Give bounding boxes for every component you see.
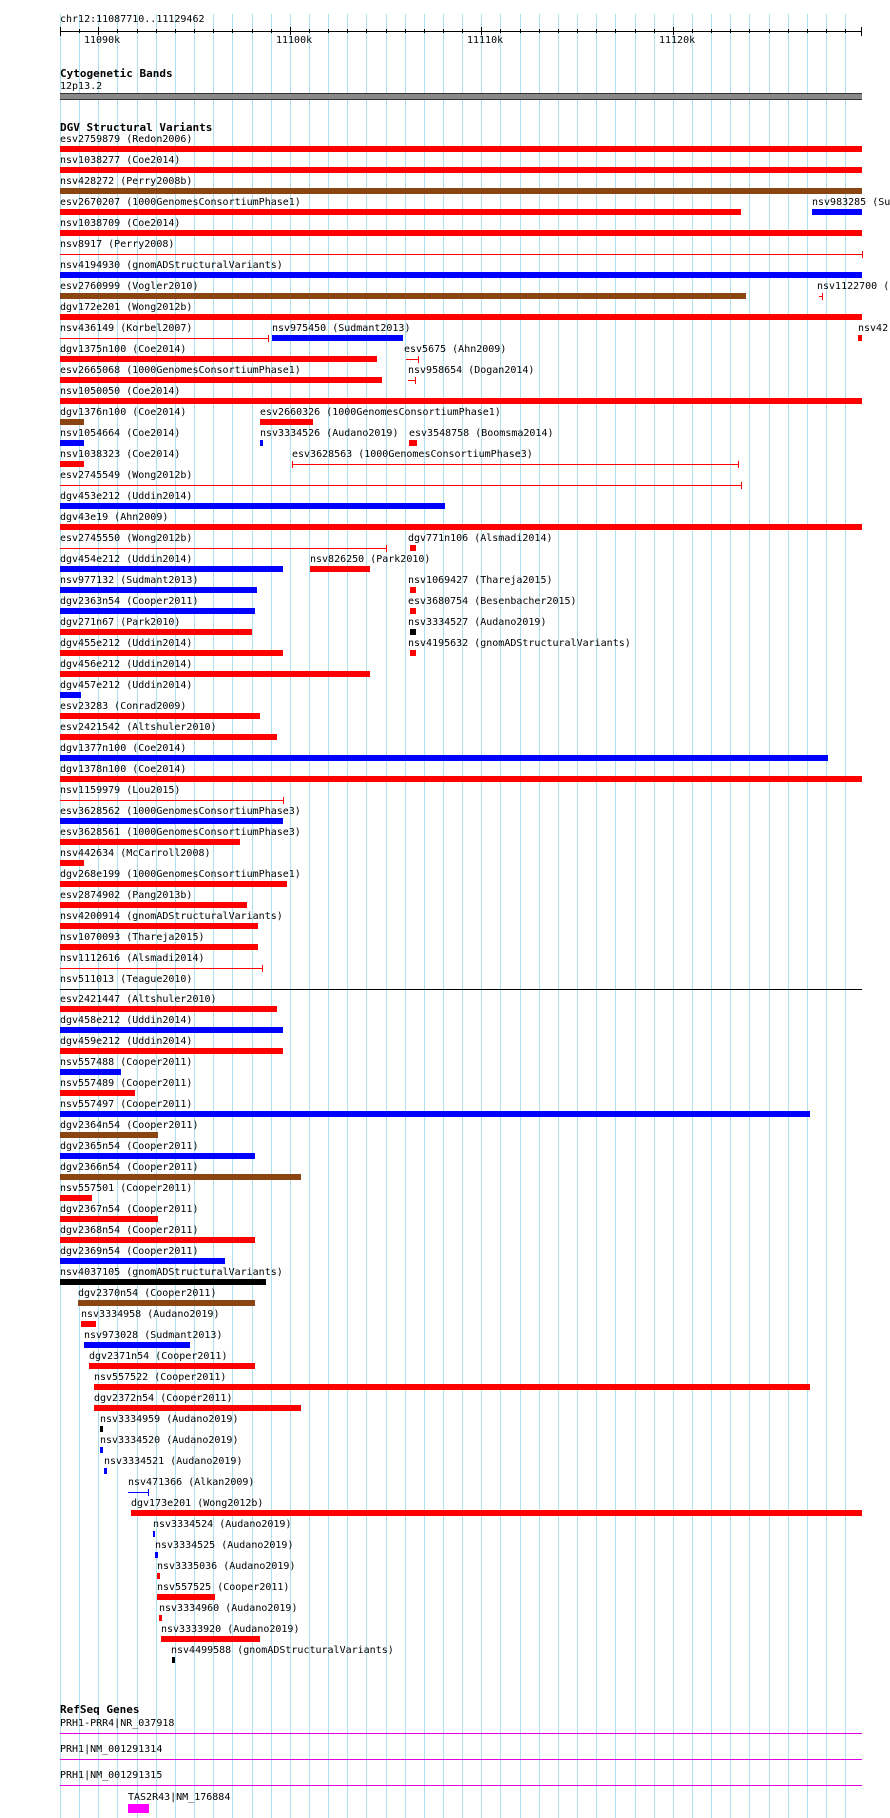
dgv-variant-label: nsv4499588 (gnomADStructuralVariants) (171, 1645, 394, 1656)
ruler-axis (60, 31, 862, 32)
dgv-variant-bar[interactable] (157, 1573, 160, 1579)
dgv-variant-bar[interactable] (60, 566, 283, 572)
grid-line (654, 14, 655, 1818)
ruler-tick (328, 29, 329, 33)
dgv-variant-end-cap (741, 482, 742, 489)
dgv-variant-bar[interactable] (60, 230, 862, 236)
dgv-variant-end-cap (822, 293, 823, 300)
dgv-variant-label: nsv557488 (Cooper2011) (60, 1057, 193, 1068)
dgv-variant-label: dgv453e212 (Uddin2014) (60, 491, 193, 502)
dgv-variant-label: nsv3334526 (Audano2019) (260, 428, 399, 439)
dgv-variant-end-cap (148, 1489, 149, 1496)
dgv-variant-bar[interactable] (272, 335, 403, 341)
dgv-variant-end-cap (386, 545, 387, 552)
grid-line (807, 14, 808, 1818)
grid-line (462, 14, 463, 1818)
dgv-variant-label: esv2759879 (Redon2006) (60, 134, 193, 145)
ruler-tick (826, 29, 827, 33)
ruler-tick (788, 29, 789, 33)
dgv-variant-label: dgv2370n54 (Cooper2011) (78, 1288, 217, 1299)
dgv-variant-bar[interactable] (60, 1195, 92, 1201)
dgv-variant-bar[interactable] (60, 881, 287, 887)
ruler-tick (481, 27, 482, 35)
dgv-variant-label: esv5675 (Ahn2009) (404, 344, 507, 355)
grid-line (328, 14, 329, 1818)
ruler-tick (673, 27, 674, 35)
dgv-variant-bar[interactable] (60, 440, 84, 446)
grid-line (424, 14, 425, 1818)
dgv-variant-bar[interactable] (100, 1426, 103, 1432)
dgv-variant-label: dgv456e212 (Uddin2014) (60, 659, 193, 670)
dgv-variant-line[interactable] (408, 380, 415, 381)
dgv-variant-end-cap (418, 356, 419, 363)
dgv-variant-bar[interactable] (60, 713, 260, 719)
dgv-variant-label: nsv557522 (Cooper2011) (94, 1372, 227, 1383)
dgv-variant-label: nsv3334520 (Audano2019) (100, 1435, 239, 1446)
ruler-tick (443, 29, 444, 33)
ruler-tick (137, 29, 138, 33)
dgv-variant-label: dgv2371n54 (Cooper2011) (89, 1351, 228, 1362)
dgv-variant-end-cap (738, 461, 739, 468)
refseq-track-title: RefSeq Genes (60, 1703, 140, 1716)
grid-line (481, 14, 482, 1818)
dgv-variant-label: dgv2366n54 (Cooper2011) (60, 1162, 199, 1173)
dgv-variant-label: dgv271n67 (Park2010) (60, 617, 181, 628)
dgv-variant-bar[interactable] (153, 1531, 155, 1537)
ruler-tick (117, 29, 118, 33)
dgv-variant-label: nsv4037105 (gnomADStructuralVariants) (60, 1267, 283, 1278)
dgv-variant-bar[interactable] (60, 944, 258, 950)
dgv-variant-bar[interactable] (60, 734, 277, 740)
dgv-variant-label: dgv2364n54 (Cooper2011) (60, 1120, 199, 1131)
cytoband-label: 12p13.2 (60, 81, 103, 92)
dgv-variant-label: nsv557525 (Cooper2011) (157, 1582, 290, 1593)
dgv-variant-bar[interactable] (155, 1552, 158, 1558)
ruler-tick (615, 29, 616, 33)
dgv-variant-label: nsv4194930 (gnomADStructuralVariants) (60, 260, 283, 271)
dgv-variant-bar[interactable] (410, 608, 416, 614)
dgv-variant-bar[interactable] (60, 692, 81, 698)
dgv-variant-label: nsv442634 (McCarroll2008) (60, 848, 211, 859)
ruler-tick-label: 11100k (276, 35, 313, 46)
dgv-variant-bar[interactable] (81, 1321, 96, 1327)
dgv-variant-bar[interactable] (60, 524, 862, 530)
ruler-tick-label: 11110k (467, 35, 504, 46)
dgv-variant-label: nsv557489 (Cooper2011) (60, 1078, 193, 1089)
dgv-variant-bar[interactable] (60, 608, 255, 614)
dgv-variant-label: nsv3334524 (Audano2019) (153, 1519, 292, 1530)
grid-line (539, 14, 540, 1818)
dgv-variant-label: esv2760999 (Vogler2010) (60, 281, 199, 292)
dgv-variant-bar[interactable] (60, 923, 258, 929)
dgv-variant-label: nsv826250 (Park2010) (310, 554, 431, 565)
dgv-variant-label: esv23283 (Conrad2009) (60, 701, 187, 712)
grid-line (500, 14, 501, 1818)
dgv-variant-label: nsv1122700 ( (817, 281, 890, 292)
ruler-tick (366, 29, 367, 33)
dgv-variant-label: nsv1070093 (Thareja2015) (60, 932, 205, 943)
dgv-variant-bar[interactable] (60, 1090, 135, 1096)
dgv-variant-label: esv3628563 (1000GenomesConsortiumPhase3) (292, 449, 533, 460)
dgv-variant-line[interactable] (60, 800, 283, 801)
grid-line (596, 14, 597, 1818)
refseq-gene-line[interactable] (60, 1759, 862, 1760)
grid-line (443, 14, 444, 1818)
dgv-variant-bar[interactable] (60, 503, 445, 509)
dgv-variant-end-cap (283, 797, 284, 804)
dgv-variant-bar[interactable] (100, 1447, 103, 1453)
grid-line (386, 14, 387, 1818)
grid-line (788, 14, 789, 1818)
dgv-variant-label: nsv1038277 (Coe2014) (60, 155, 181, 166)
ruler-tick (175, 29, 176, 33)
dgv-variant-bar[interactable] (260, 419, 313, 425)
dgv-variant-label: dgv2369n54 (Cooper2011) (60, 1246, 199, 1257)
dgv-variant-label: nsv471366 (Alkan2009) (128, 1477, 255, 1488)
ruler-tick (596, 29, 597, 33)
dgv-variant-label: nsv1038709 (Coe2014) (60, 218, 181, 229)
dgv-variant-label: nsv42 (858, 323, 889, 334)
dgv-variant-label: nsv3334959 (Audano2019) (100, 1414, 239, 1425)
ruler-tick (424, 29, 425, 33)
ruler-tick-label: 11090k (84, 35, 121, 46)
ruler-right-arrow (861, 27, 862, 36)
dgv-variant-bar[interactable] (60, 314, 862, 320)
dgv-variant-label: dgv458e212 (Uddin2014) (60, 1015, 193, 1026)
dgv-variant-bar[interactable] (60, 629, 252, 635)
dgv-variant-label: dgv2372n54 (Cooper2011) (94, 1393, 233, 1404)
dgv-variant-label: nsv1038323 (Coe2014) (60, 449, 181, 460)
dgv-variant-line[interactable] (60, 548, 386, 549)
dgv-variant-line[interactable] (60, 338, 268, 339)
ruler-tick (807, 29, 808, 33)
dgv-variant-label: dgv2368n54 (Cooper2011) (60, 1225, 199, 1236)
dgv-variant-label: esv2660326 (1000GenomesConsortiumPhase1) (260, 407, 501, 418)
dgv-variant-bar[interactable] (131, 1510, 862, 1516)
dgv-variant-bar[interactable] (60, 209, 741, 215)
dgv-variant-bar[interactable] (60, 461, 84, 467)
dgv-variant-label: nsv1069427 (Thareja2015) (408, 575, 553, 586)
dgv-variant-label: dgv2367n54 (Cooper2011) (60, 1204, 199, 1215)
grid-line (520, 14, 521, 1818)
dgv-variant-bar[interactable] (60, 167, 862, 173)
dgv-variant-bar[interactable] (161, 1636, 260, 1642)
dgv-variant-label: dgv1377n100 (Coe2014) (60, 743, 187, 754)
dgv-variant-bar[interactable] (60, 188, 862, 194)
dgv-variant-bar[interactable] (60, 377, 382, 383)
dgv-variant-bar[interactable] (60, 1279, 266, 1285)
dgv-variant-label: nsv557497 (Cooper2011) (60, 1099, 193, 1110)
dgv-variant-line[interactable] (60, 968, 262, 969)
dgv-variant-label: esv3628562 (1000GenomesConsortiumPhase3) (60, 806, 301, 817)
dgv-variant-bar[interactable] (60, 1132, 158, 1138)
dgv-variant-bar[interactable] (60, 1174, 301, 1180)
dgv-variant-label: nsv975450 (Sudmant2013) (272, 323, 411, 334)
position-label: chr12:11087710..11129462 (60, 14, 205, 25)
ruler-tick (769, 29, 770, 33)
dgv-variant-bar[interactable] (84, 1342, 190, 1348)
dgv-track-title: DGV Structural Variants (60, 121, 213, 134)
dgv-variant-label: nsv428272 (Perry2008b) (60, 176, 193, 187)
dgv-variant-bar[interactable] (410, 650, 416, 656)
dgv-variant-label: dgv173e201 (Wong2012b) (131, 1498, 264, 1509)
dgv-variant-label: dgv457e212 (Uddin2014) (60, 680, 193, 691)
dgv-variant-bar[interactable] (89, 1363, 255, 1369)
ruler-tick (79, 29, 80, 33)
ruler-tick (271, 29, 272, 33)
ruler-tick (558, 29, 559, 33)
dgv-variant-bar[interactable] (410, 587, 416, 593)
refseq-gene-label: PRH1|NM_001291314 (60, 1744, 163, 1755)
dgv-variant-label: nsv1159979 (Lou2015) (60, 785, 181, 796)
dgv-variant-bar[interactable] (60, 1216, 158, 1222)
dgv-variant-bar[interactable] (60, 839, 240, 845)
dgv-variant-end-cap (268, 335, 269, 342)
dgv-variant-label: dgv455e212 (Uddin2014) (60, 638, 193, 649)
dgv-variant-label: dgv1375n100 (Coe2014) (60, 344, 187, 355)
ruler-tick-label: 11120k (659, 35, 696, 46)
dgv-variant-label: dgv771n106 (Alsmadi2014) (408, 533, 553, 544)
dgv-variant-bar[interactable] (260, 440, 263, 446)
dgv-variant-bar[interactable] (410, 545, 416, 551)
dgv-variant-label: nsv3333920 (Audano2019) (161, 1624, 300, 1635)
refseq-gene-line[interactable] (60, 1733, 862, 1734)
ruler-tick (98, 27, 99, 35)
dgv-variant-bar[interactable] (60, 587, 257, 593)
dgv-variant-label: esv2665068 (1000GenomesConsortiumPhase1) (60, 365, 301, 376)
dgv-variant-label: esv3548758 (Boomsma2014) (409, 428, 554, 439)
dgv-variant-bar[interactable] (60, 755, 828, 761)
dgv-variant-bar[interactable] (60, 272, 862, 278)
dgv-variant-label: dgv2363n54 (Cooper2011) (60, 596, 199, 607)
ruler-tick (539, 29, 540, 33)
dgv-variant-label: nsv3334521 (Audano2019) (104, 1456, 243, 1467)
cytoband-track-title: Cytogenetic Bands (60, 67, 173, 80)
dgv-variant-bar[interactable] (60, 1111, 810, 1117)
grid-line (769, 14, 770, 1818)
dgv-variant-label: dgv1378n100 (Coe2014) (60, 764, 187, 775)
dgv-variant-line[interactable] (60, 254, 862, 255)
dgv-variant-line[interactable] (292, 464, 738, 465)
dgv-variant-label: dgv43e19 (Ahn2009) (60, 512, 169, 523)
ruler-tick (309, 29, 310, 33)
ruler-tick (60, 29, 61, 33)
dgv-variant-bar[interactable] (60, 1006, 277, 1012)
refseq-gene-label: TAS2R43|NM_176884 (128, 1792, 231, 1803)
dgv-variant-label: nsv983285 (Su (812, 197, 890, 208)
dgv-variant-line[interactable] (128, 1492, 148, 1493)
grid-line (405, 14, 406, 1818)
dgv-variant-label: nsv1050050 (Coe2014) (60, 386, 181, 397)
dgv-variant-label: dgv454e212 (Uddin2014) (60, 554, 193, 565)
dgv-variant-bar[interactable] (60, 1258, 225, 1264)
ruler-tick (635, 29, 636, 33)
dgv-variant-bar[interactable] (60, 1069, 121, 1075)
ruler-tick (213, 29, 214, 33)
dgv-variant-label: esv3628561 (1000GenomesConsortiumPhase3) (60, 827, 301, 838)
grid-line (615, 14, 616, 1818)
dgv-variant-label: nsv3334958 (Audano2019) (81, 1309, 220, 1320)
dgv-variant-label: esv2421447 (Altshuler2010) (60, 994, 217, 1005)
dgv-variant-label: nsv977132 (Sudmant2013) (60, 575, 199, 586)
dgv-variant-label: nsv3334525 (Audano2019) (155, 1540, 294, 1551)
grid-line (692, 14, 693, 1818)
dgv-variant-bar[interactable] (94, 1405, 301, 1411)
grid-line (730, 14, 731, 1818)
refseq-gene-exon[interactable] (128, 1804, 149, 1813)
dgv-variant-bar[interactable] (60, 293, 746, 299)
ruler-tick (194, 29, 195, 33)
dgv-variant-label: nsv557501 (Cooper2011) (60, 1183, 193, 1194)
refseq-gene-label: PRH1|NM_001291315 (60, 1770, 163, 1781)
ruler-tick (730, 29, 731, 33)
dgv-variant-bar[interactable] (60, 650, 283, 656)
grid-line (577, 14, 578, 1818)
dgv-variant-label: nsv973028 (Sudmant2013) (84, 1330, 223, 1341)
grid-line (347, 14, 348, 1818)
track-divider (60, 989, 862, 990)
dgv-variant-end-cap (862, 251, 863, 258)
dgv-variant-bar[interactable] (94, 1384, 810, 1390)
grid-line (711, 14, 712, 1818)
ruler-tick (749, 29, 750, 33)
ruler-tick (252, 29, 253, 33)
dgv-variant-bar[interactable] (159, 1615, 162, 1621)
dgv-variant-bar[interactable] (60, 1153, 255, 1159)
grid-line (635, 14, 636, 1818)
dgv-variant-end-cap (415, 377, 416, 384)
dgv-variant-bar[interactable] (60, 860, 84, 866)
dgv-variant-label: nsv958654 (Dogan2014) (408, 365, 535, 376)
ruler-tick (290, 27, 291, 35)
dgv-variant-start-cap (292, 461, 293, 468)
dgv-variant-bar[interactable] (157, 1594, 215, 1600)
grid-line (309, 14, 310, 1818)
dgv-variant-bar[interactable] (60, 671, 370, 677)
dgv-variant-bar[interactable] (60, 1027, 283, 1033)
cytoband-bar[interactable] (60, 93, 862, 100)
ruler-tick (845, 29, 846, 33)
dgv-variant-label: nsv511013 (Teague2010) (60, 974, 193, 985)
dgv-variant-label: esv2745550 (Wong2012b) (60, 533, 193, 544)
refseq-gene-line[interactable] (60, 1785, 862, 1786)
dgv-variant-label: dgv459e212 (Uddin2014) (60, 1036, 193, 1047)
dgv-variant-label: nsv436149 (Korbel2007) (60, 323, 193, 334)
dgv-variant-label: nsv3335036 (Audano2019) (157, 1561, 296, 1572)
dgv-variant-label: nsv3334960 (Audano2019) (159, 1603, 298, 1614)
dgv-variant-label: nsv4195632 (gnomADStructuralVariants) (408, 638, 631, 649)
dgv-variant-label: dgv1376n100 (Coe2014) (60, 407, 187, 418)
ruler-tick (347, 29, 348, 33)
dgv-variant-bar[interactable] (60, 818, 283, 824)
dgv-variant-label: nsv8917 (Perry2008) (60, 239, 175, 250)
ruler-tick (520, 29, 521, 33)
grid-line (558, 14, 559, 1818)
dgv-variant-label: esv3680754 (Besenbacher2015) (408, 596, 577, 607)
ruler-tick (462, 29, 463, 33)
ruler-tick (577, 29, 578, 33)
dgv-variant-bar[interactable] (812, 209, 862, 215)
dgv-variant-label: esv2874902 (Pang2013b) (60, 890, 193, 901)
grid-line (366, 14, 367, 1818)
dgv-variant-label: esv2745549 (Wong2012b) (60, 470, 193, 481)
dgv-variant-bar[interactable] (60, 1048, 283, 1054)
dgv-variant-label: dgv268e199 (1000GenomesConsortiumPhase1) (60, 869, 301, 880)
dgv-variant-bar[interactable] (858, 335, 862, 341)
ruler-tick (692, 29, 693, 33)
dgv-variant-bar[interactable] (409, 440, 417, 446)
dgv-variant-label: esv2670207 (1000GenomesConsortiumPhase1) (60, 197, 301, 208)
dgv-variant-bar[interactable] (60, 398, 862, 404)
ruler-tick (711, 29, 712, 33)
dgv-variant-bar[interactable] (60, 146, 862, 152)
dgv-variant-bar[interactable] (60, 776, 862, 782)
ruler-tick (232, 29, 233, 33)
dgv-variant-label: nsv1112616 (Alsmadi2014) (60, 953, 205, 964)
dgv-variant-label: esv2421542 (Altshuler2010) (60, 722, 217, 733)
dgv-variant-bar[interactable] (60, 419, 84, 425)
grid-line (749, 14, 750, 1818)
dgv-variant-bar[interactable] (104, 1468, 107, 1474)
dgv-variant-label: nsv4200914 (gnomADStructuralVariants) (60, 911, 283, 922)
ruler-tick (386, 29, 387, 33)
dgv-variant-bar[interactable] (60, 356, 377, 362)
ruler-tick (156, 29, 157, 33)
ruler-tick (500, 29, 501, 33)
dgv-variant-bar[interactable] (60, 902, 247, 908)
dgv-variant-bar[interactable] (410, 629, 416, 635)
dgv-variant-label: dgv172e201 (Wong2012b) (60, 302, 193, 313)
grid-line (673, 14, 674, 1818)
dgv-variant-line[interactable] (60, 485, 741, 486)
ruler-tick (654, 29, 655, 33)
dgv-variant-label: dgv2365n54 (Cooper2011) (60, 1141, 199, 1152)
ruler-tick (405, 29, 406, 33)
refseq-gene-label: PRH1-PRR4|NR_037918 (60, 1718, 175, 1729)
dgv-variant-label: nsv1054664 (Coe2014) (60, 428, 181, 439)
dgv-variant-label: nsv3334527 (Audano2019) (408, 617, 547, 628)
dgv-variant-end-cap (262, 965, 263, 972)
dgv-variant-bar[interactable] (78, 1300, 255, 1306)
dgv-variant-bar[interactable] (310, 566, 370, 572)
dgv-variant-bar[interactable] (60, 1237, 255, 1243)
dgv-variant-line[interactable] (406, 359, 418, 360)
dgv-variant-bar[interactable] (172, 1657, 175, 1663)
